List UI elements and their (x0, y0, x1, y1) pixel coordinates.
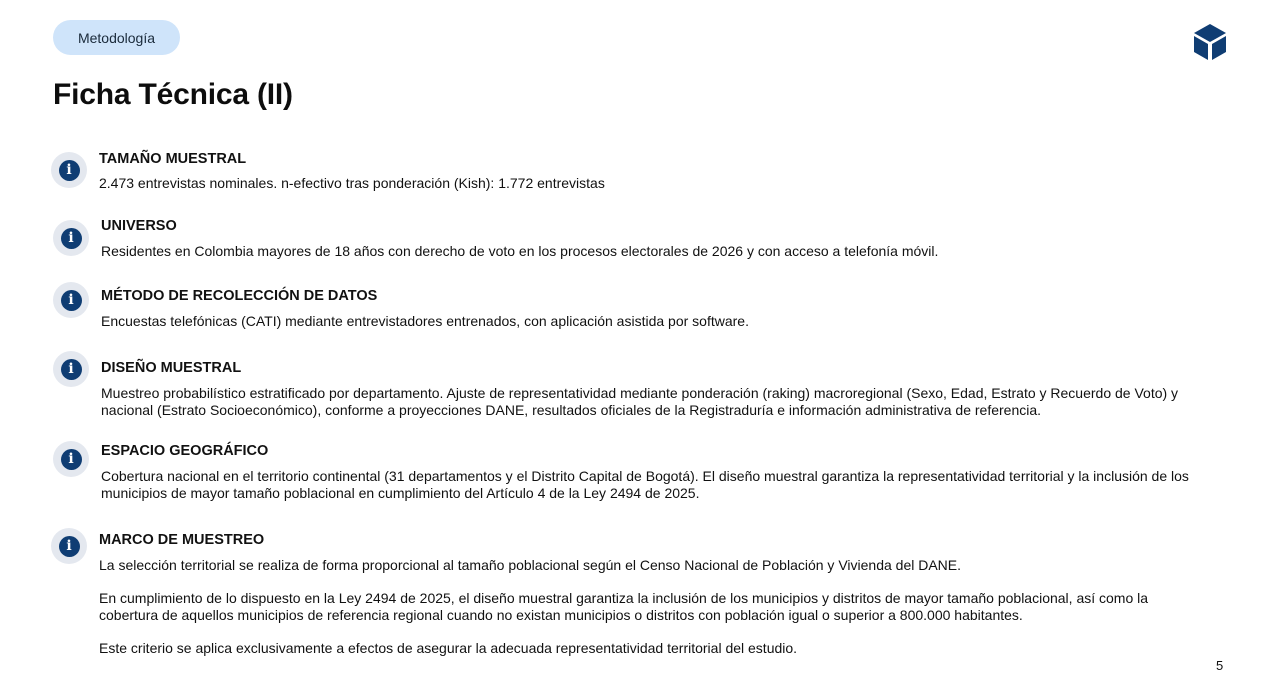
section-body: Residentes en Colombia mayores de 18 años con derecho de voto en los procesos electorales de 2026 y con acceso a telefonía móvil. (101, 243, 939, 259)
section-heading: DISEÑO MUESTRAL (101, 360, 242, 376)
section-tag: Metodología (53, 20, 180, 55)
info-icon: i (53, 282, 89, 318)
info-icon: i (53, 220, 89, 256)
cube-logo-icon (1192, 23, 1228, 61)
body-line: En cumplimiento de lo dispuesto en la Ley 2494 de 2025, el diseño muestral garantiza la inclusión de los municipios y distritos de mayor tamaño poblacional, así como la (99, 590, 1149, 606)
body-paragraph: La selección territorial se realiza de forma proporcional al tamaño poblacional según el Censo Nacional de Población y Vivienda del DANE. (99, 557, 962, 573)
section-body: 2.473 entrevistas nominales. n-efectivo tras ponderación (Kish): 1.772 entrevistas (99, 175, 605, 191)
body-paragraph: Este criterio se aplica exclusivamente a efectos de asegurar la adecuada representatividad territorial del estudio. (99, 640, 798, 656)
body-line: nacional (Estrato Socioeconómico), conforme a proyecciones DANE, resultados oficiales de la Registraduría e información administrativa de referencia. (101, 402, 1042, 418)
info-icon: i (53, 351, 89, 387)
body-line: Muestreo probabilístico estratificado por departamento. Ajuste de representatividad mediante ponderación (raking) macroregional (Sexo, Edad, Estrato y Recuerdo de Voto) y (101, 385, 1179, 401)
page-number: 5 (1216, 658, 1224, 673)
info-icon: i (51, 152, 87, 188)
section-heading: MÉTODO DE RECOLECCIÓN DE DATOS (101, 288, 378, 304)
page-title: Ficha Técnica (II) (53, 78, 293, 111)
body-line: cobertura de aquellos municipios de referencia regional cuando no existan municipios o distritos con población igual o superior a 800.000 habitantes. (99, 607, 1023, 623)
section-heading: ESPACIO GEOGRÁFICO (101, 443, 269, 459)
section-heading: TAMAÑO MUESTRAL (99, 151, 247, 167)
info-icon: i (53, 441, 89, 477)
section-heading: MARCO DE MUESTREO (99, 532, 265, 548)
body-line: municipios de mayor tamaño poblacional en cumplimiento del Artículo 4 de la Ley 2494 de 2025. (101, 485, 700, 501)
section-heading: UNIVERSO (101, 218, 177, 234)
body-paragraph (99, 590, 1148, 624)
section-body (101, 468, 1189, 502)
info-icon: i (51, 528, 87, 564)
body-line: Cobertura nacional en el territorio continental (31 departamentos y el Distrito Capital de Bogotá). El diseño muestral garantiza la representatividad territorial y la inclusión de los (101, 468, 1189, 484)
section-body: Encuestas telefónicas (CATI) mediante entrevistadores entrenados, con aplicación asistida por software. (101, 313, 749, 329)
section-body (101, 385, 1178, 419)
section-body (99, 557, 1148, 657)
